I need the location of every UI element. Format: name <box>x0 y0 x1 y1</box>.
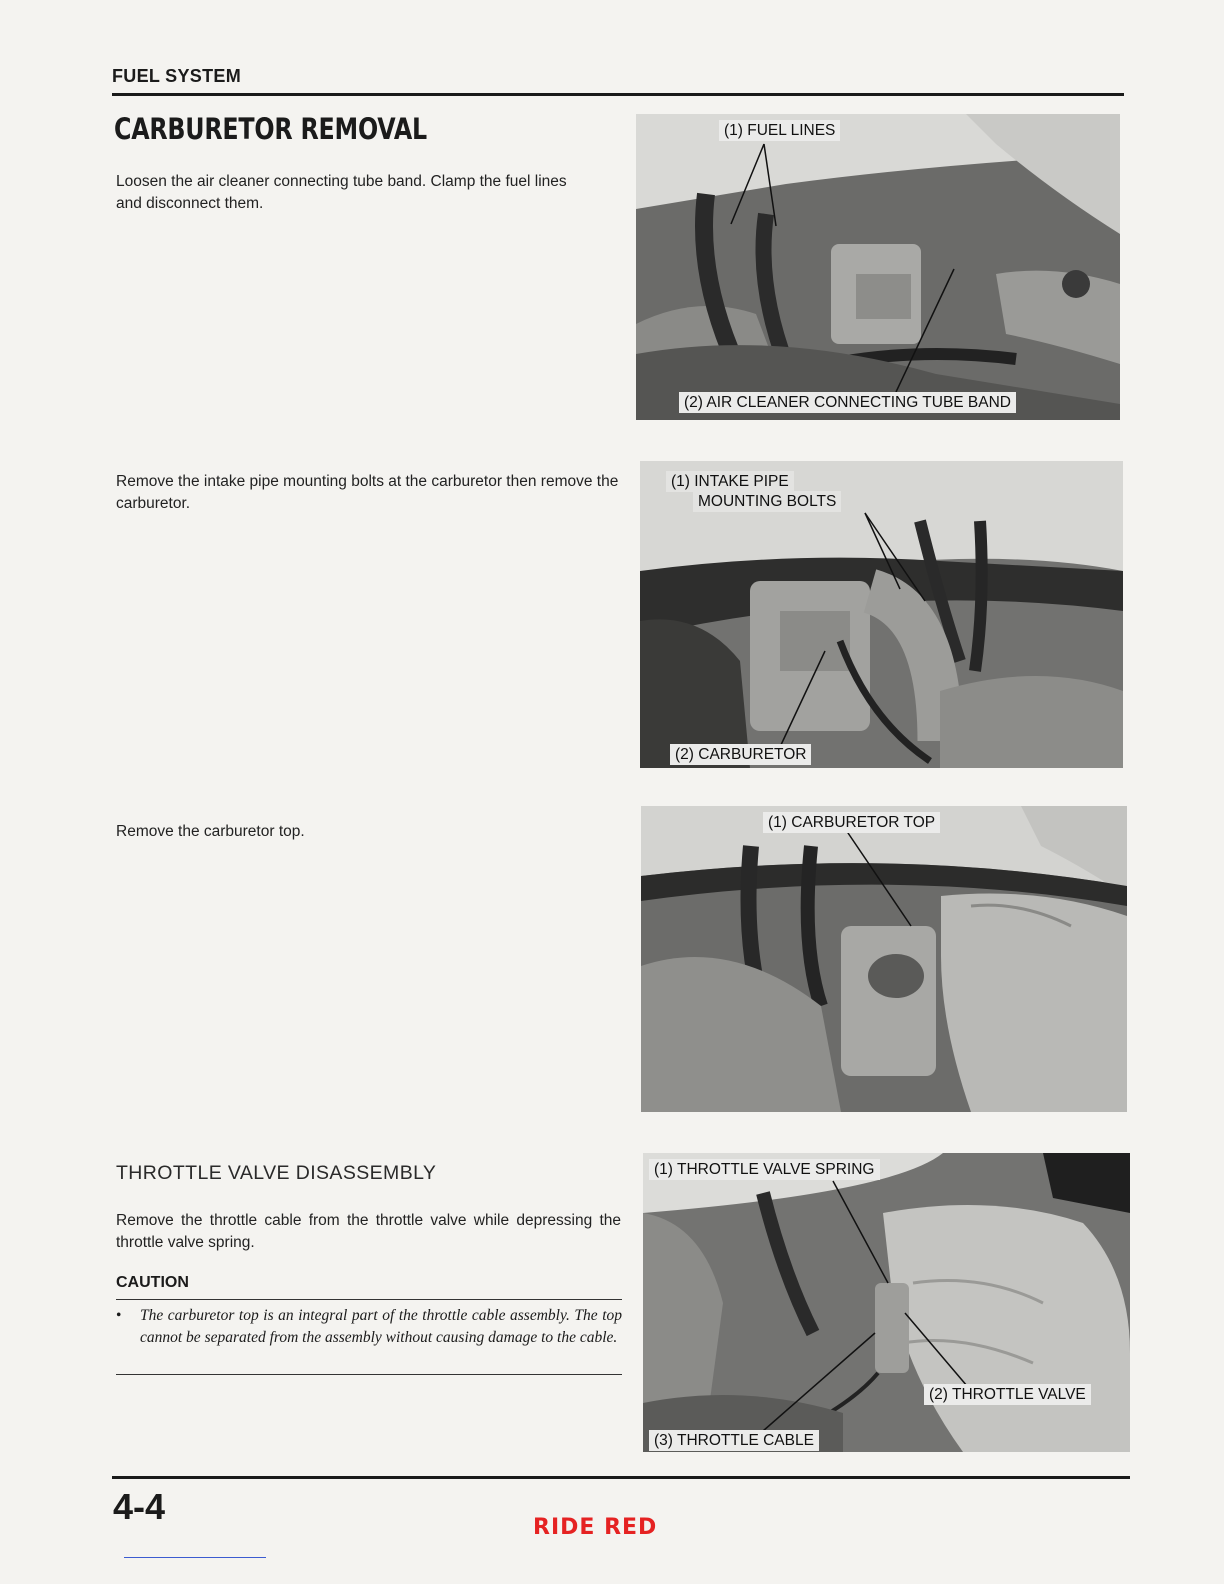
header-rule <box>112 93 1124 96</box>
photo-carburetor <box>640 461 1123 768</box>
caution-box <box>116 1305 622 1349</box>
label-carburetor: (2) CARBURETOR <box>670 744 811 765</box>
step-text-2: Remove the intake pipe mounting bolts at the carburetor then remove the carburetor. <box>116 473 619 512</box>
caution-rule-bottom <box>116 1374 622 1375</box>
page-title: CARBURETOR REMOVAL <box>114 112 427 146</box>
label-throttle-valve-spring: (1) THROTTLE VALVE SPRING <box>649 1159 880 1180</box>
throttle-text: Remove the throttle cable from the throttle valve while depressing the throttle valve spring. <box>116 1212 621 1251</box>
label-throttle-cable: (3) THROTTLE CABLE <box>649 1430 819 1451</box>
page-number: 4-4 <box>113 1486 166 1527</box>
caution-label: CAUTION <box>116 1274 189 1291</box>
photo-throttle-valve <box>643 1153 1130 1452</box>
label-air-cleaner-band: (2) AIR CLEANER CONNECTING TUBE BAND <box>679 392 1016 413</box>
caution-text: The carburetor top is an integral part of the throttle cable assembly. The top cannot be separated from the assembly without causing damage to the cable. <box>140 1307 622 1346</box>
label-carburetor-top: (1) CARBURETOR TOP <box>763 812 940 833</box>
section-header: FUEL SYSTEM <box>112 66 241 86</box>
label-throttle-valve: (2) THROTTLE VALVE <box>924 1384 1091 1405</box>
step-text-1: Loosen the air cleaner connecting tube band. Clamp the fuel lines and disconnect them. <box>116 173 567 212</box>
footer-brand: RIDE RED <box>533 1515 658 1540</box>
throttle-heading: THROTTLE VALVE DISASSEMBLY <box>116 1162 437 1184</box>
step-text-3: Remove the carburetor top. <box>116 823 305 840</box>
caution-rule-top <box>116 1299 622 1300</box>
bullet-icon: • <box>116 1307 122 1324</box>
photo-carburetor-top <box>641 806 1127 1112</box>
label-fuel-lines: (1) FUEL LINES <box>719 120 840 141</box>
label-intake-pipe: (1) INTAKE PIPE <box>666 471 794 492</box>
footer-rule <box>112 1476 1130 1479</box>
label-mounting-bolts: MOUNTING BOLTS <box>693 491 841 512</box>
footer-underline <box>124 1557 266 1558</box>
photo-fuel-lines <box>636 114 1120 420</box>
